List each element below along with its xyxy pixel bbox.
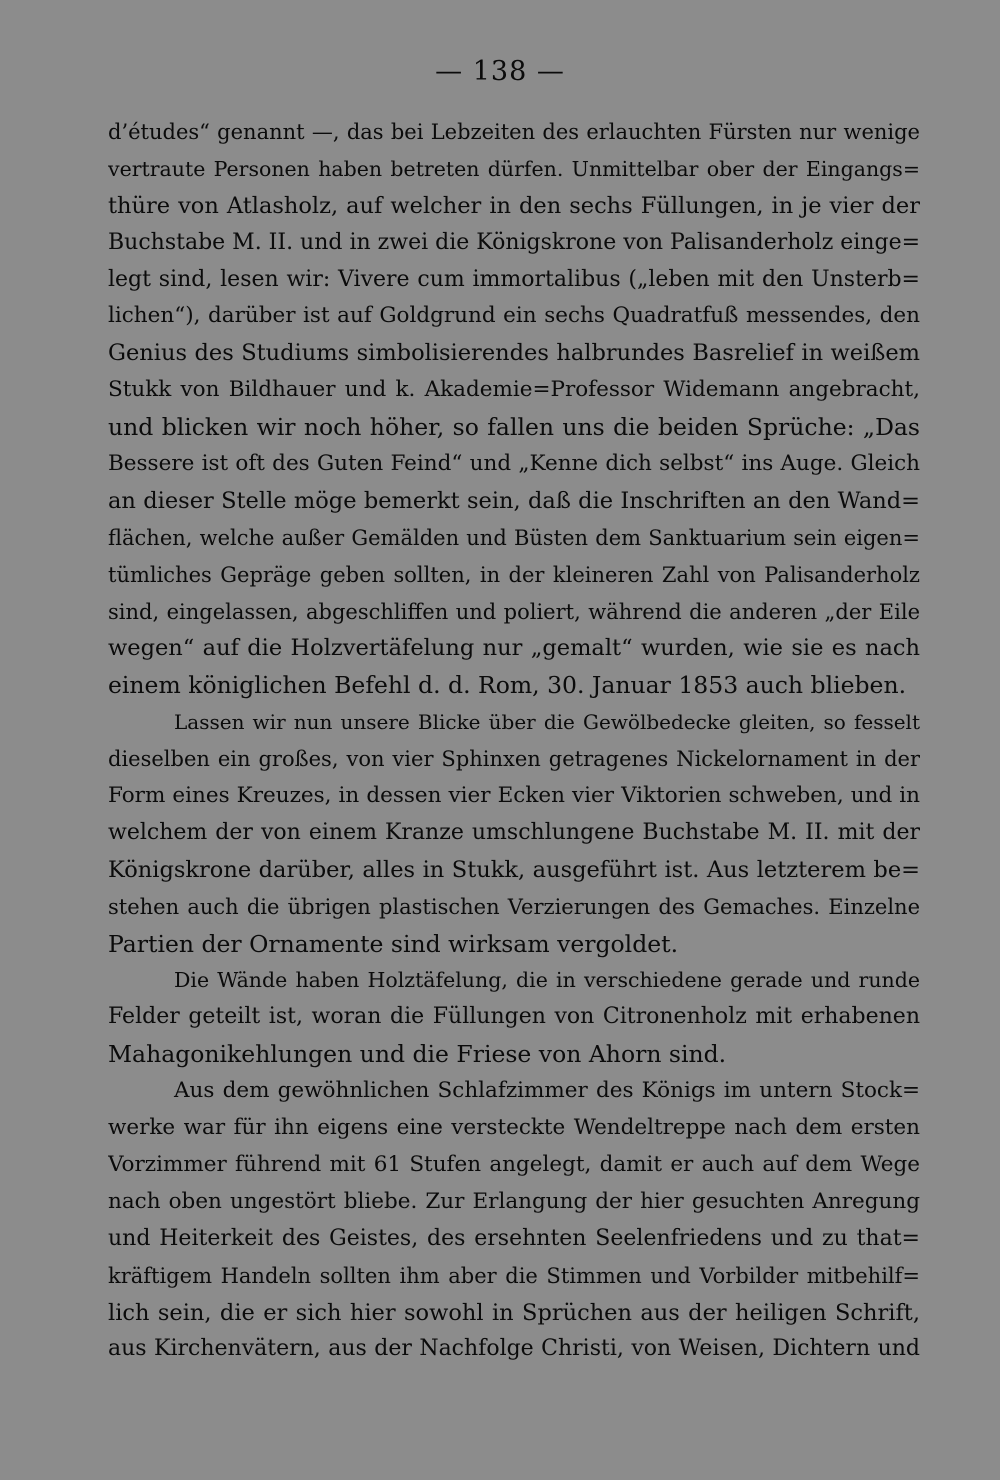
text-line: flächen, welche außer Gemälden und Büsten dem Sanktuarium sein eigen= — [108, 525, 920, 550]
text-line: Bessere ist oft des Guten Feind“ und „Kenne dich selbst“ ins Auge. Gleich — [108, 451, 920, 477]
text-line: thüre von Atlasholz, auf welcher in den sechs Füllungen, in je vier der — [108, 192, 920, 219]
paragraph-end-line: einem königlichen Befehl d. d. Rom, 30. Januar 1853 auch blieben. — [108, 671, 907, 700]
text-line: welchem der von einem Kranze umschlungene Buchstabe M. II. mit der — [108, 819, 920, 845]
text-line: vertraute Personen haben betreten dürfen. Unmittelbar ober der Eingangs= — [108, 156, 920, 181]
text-line: wegen“ auf die Holzvertäfelung nur „gemalt“ wurden, wie sie es nach — [108, 635, 920, 662]
paragraph-start-line: Aus dem gewöhnlichen Schlafzimmer des Königs im untern Stock= — [174, 1078, 920, 1104]
text-line: Buchstabe M. II. und in zwei die Königskrone von Palisanderholz einge= — [108, 229, 920, 255]
body-text — [108, 114, 920, 1368]
paragraph-end-line: Mahagonikehlungen und die Friese von Ahorn sind. — [108, 1040, 727, 1069]
text-line: an dieser Stelle möge bemerkt sein, daß die Inschriften an den Wand= — [108, 487, 920, 514]
text-line: und Heiterkeit des Geistes, des ersehnten Seelenfriedens und zu that= — [108, 1225, 920, 1251]
text-line: sind, eingelassen, abgeschliffen und poliert, während die anderen „der Eile — [108, 599, 920, 624]
paragraph-end-line: Partien der Ornamente sind wirksam vergoldet. — [108, 929, 679, 958]
text-line: lichen“), darüber ist auf Goldgrund ein sechs Quadratfuß messendes, den — [108, 303, 920, 329]
text-line: aus Kirchenvätern, aus der Nachfolge Christi, von Weisen, Dichtern und — [108, 1336, 920, 1362]
paragraph-start-line: Lassen wir nun unsere Blicke über die Gewölbedecke gleiten, so fesselt — [174, 710, 920, 735]
paragraph-start-line: Die Wände haben Holztäfelung, die in verschiedene gerade und runde — [174, 968, 920, 993]
text-line: d’études“ genannt —, das bei Lebzeiten des erlauchten Fürsten nur wenige — [108, 120, 920, 144]
text-line: Königskrone darüber, alles in Stukk, ausgeführt ist. Aus letzterem be= — [108, 856, 920, 883]
text-line: tümliches Gepräge geben sollten, in der kleineren Zahl von Palisanderholz — [108, 562, 920, 587]
text-line: Stukk von Bildhauer und k. Akademie=Professor Widemann angebracht, — [108, 377, 920, 403]
text-line: dieselben ein großes, von vier Sphinxen getragenes Nickelornament in der — [108, 747, 920, 772]
text-line: werke war für ihn eigens eine versteckte Wendeltreppe nach dem ersten — [108, 1115, 920, 1141]
text-line: und blicken wir noch höher, so fallen uns die beiden Sprüche: „Das — [108, 413, 920, 442]
text-line: legt sind, lesen wir: Vivere cum immortalibus („leben mit den Unsterb= — [108, 266, 920, 292]
text-line: Vorzimmer führend mit 61 Stufen angelegt, damit er auch auf dem Wege — [108, 1151, 920, 1177]
text-line: lich sein, die er sich hier sowohl in Sprüchen aus der heiligen Schrift, — [108, 1299, 920, 1326]
page-number: — 138 — — [435, 56, 565, 87]
text-line: kräftigem Handeln sollten ihm aber die Stimmen und Vorbilder mitbehilf= — [108, 1263, 920, 1288]
text-line: nach oben ungestört bliebe. Zur Erlangung der hier gesuchten Anregung — [108, 1188, 920, 1214]
text-line: Genius des Studiums simbolisierendes halbrundes Basrelief in weißem — [108, 340, 920, 367]
text-line: stehen auch die übrigen plastischen Verzierungen des Gemaches. Einzelne — [108, 894, 920, 919]
text-line: Form eines Kreuzes, in dessen vier Ecken vier Viktorien schweben, und in — [108, 783, 920, 809]
text-line: Felder geteilt ist, woran die Füllungen von Citronenholz mit erhabenen — [108, 1004, 920, 1030]
